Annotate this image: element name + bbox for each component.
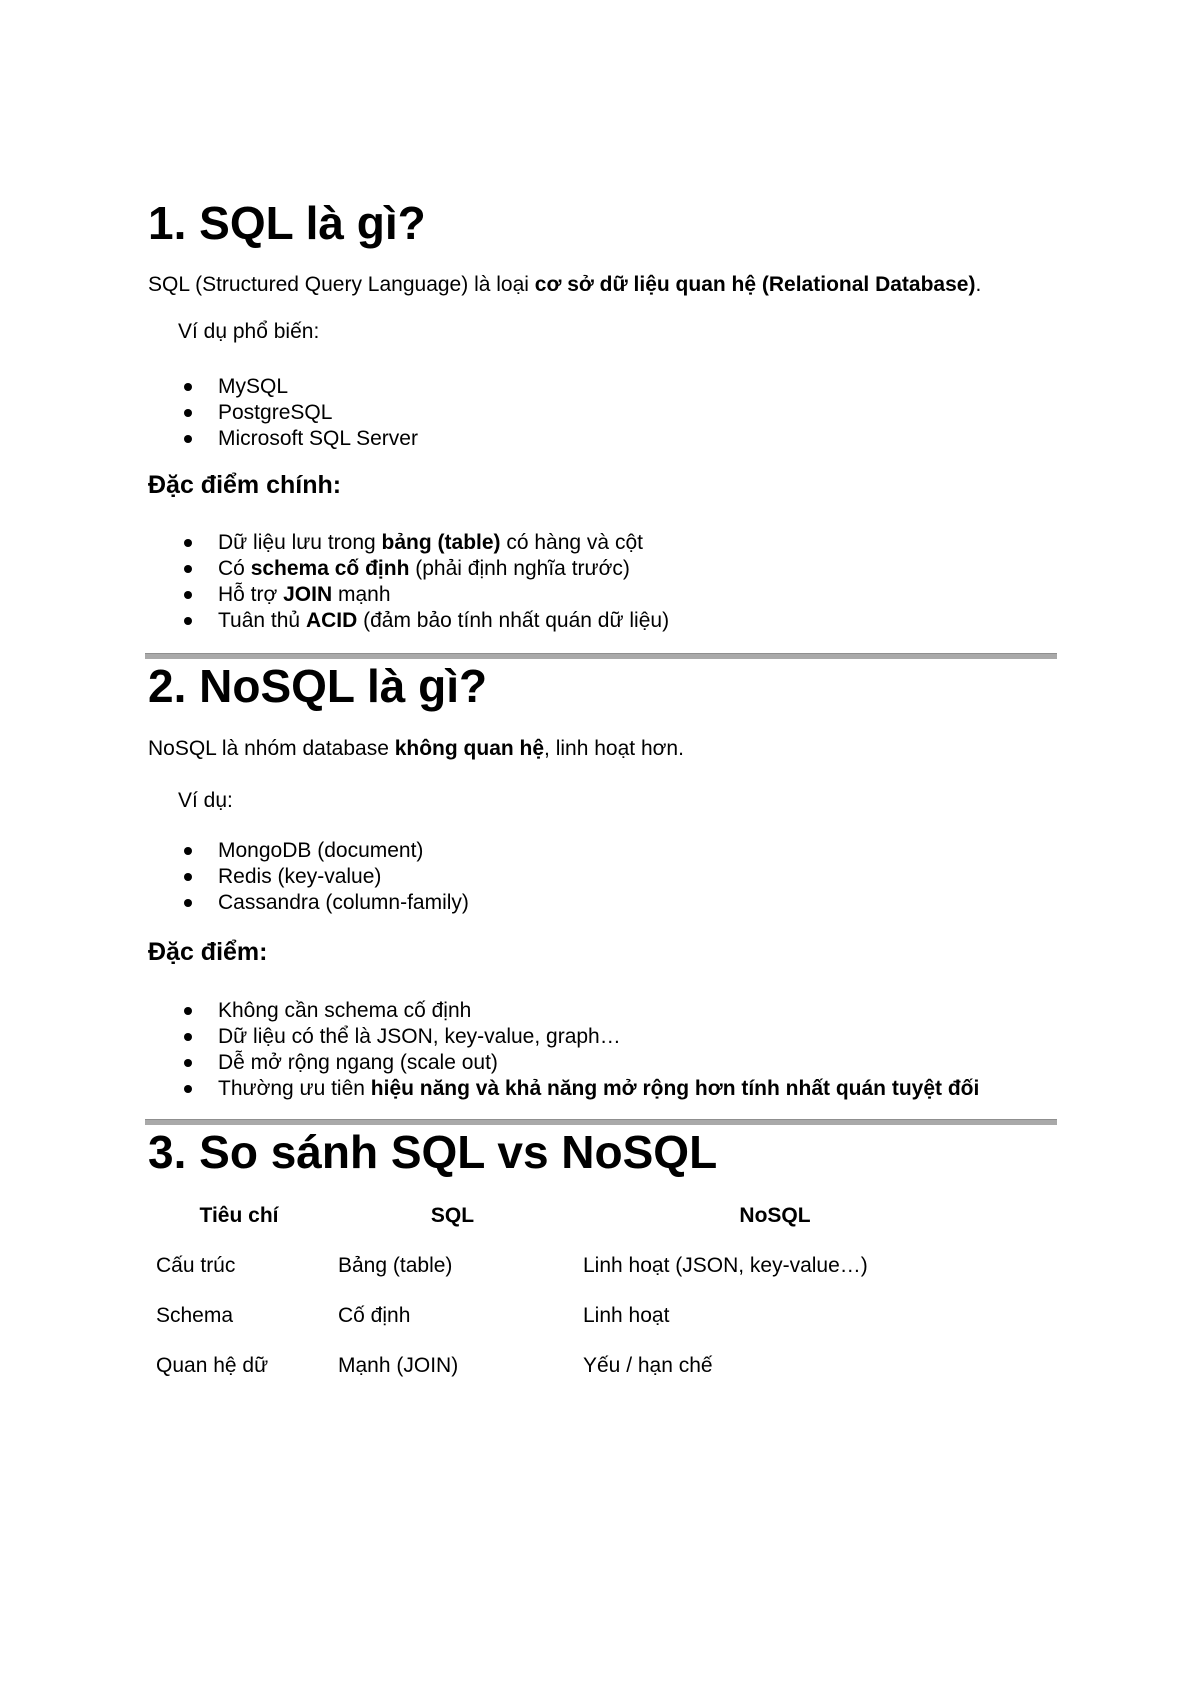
text-run: NoSQL là nhóm database (148, 737, 395, 760)
list-item-text (218, 999, 471, 1022)
table-header-sql: SQL (430, 1204, 475, 1227)
list-item-text: PostgreSQL (218, 401, 333, 424)
text-run: (đảm bảo tính nhất quán dữ liệu) (357, 609, 670, 632)
list-item (184, 998, 1070, 1024)
table-cell: Linh hoạt (583, 1304, 670, 1327)
list-item (184, 1076, 1070, 1102)
table-header-criteria: Tiêu chí (199, 1204, 279, 1227)
table-cell: Yếu / hạn chế (583, 1354, 713, 1377)
bullet-icon (184, 539, 192, 547)
text-run: (phải định nghĩa trước) (409, 557, 630, 580)
table-cell: Linh hoạt (JSON, key-value…) (583, 1254, 868, 1277)
text-run: mạnh (332, 583, 391, 606)
section-1-heading: 1. SQL là gì? (148, 197, 426, 249)
text-run: Dữ liệu lưu trong (218, 531, 382, 554)
section-1-features-list (148, 530, 1070, 634)
section-1-intro (148, 272, 1070, 298)
list-item (184, 530, 1070, 556)
text-run: . (975, 273, 982, 296)
table-cell: Bảng (table) (338, 1254, 453, 1277)
section-compare (148, 1125, 1070, 1398)
list-item (184, 608, 1070, 634)
section-2-examples-list (148, 838, 1070, 916)
section-nosql (148, 659, 1070, 1102)
list-item (184, 556, 1070, 582)
text-run: SQL (Structured Query Language) là loại (148, 273, 535, 296)
bold-text-run: không quan hệ (394, 737, 545, 760)
section-1-subheading: Đặc điểm chính: (148, 471, 342, 499)
bullet-icon (184, 899, 192, 907)
list-item-text (218, 1077, 979, 1100)
list-item-text (218, 1025, 621, 1048)
section-3-heading: 3. So sánh SQL vs NoSQL (148, 1126, 718, 1178)
list-item-text (218, 557, 630, 580)
list-item-text (218, 609, 669, 632)
list-item (184, 374, 1070, 400)
comparison-table (148, 1198, 1070, 1398)
list-item (184, 890, 1070, 916)
bullet-icon (184, 409, 192, 417)
list-item (184, 426, 1070, 452)
list-item (184, 1024, 1070, 1050)
table-header-nosql: NoSQL (739, 1204, 811, 1227)
section-1-examples-leadin: Ví dụ phổ biến: (178, 320, 320, 343)
bold-text-run: bảng (table) (381, 531, 501, 554)
table-cell: Cố định (338, 1304, 411, 1327)
bold-text-run: cơ sở dữ liệu quan hệ (Relational Database) (534, 273, 976, 296)
table-cell: Quan hệ dữ (156, 1354, 269, 1377)
section-2-subheading: Đặc điểm: (148, 938, 268, 966)
bold-text-run: schema cố định (250, 557, 410, 580)
bullet-icon (184, 435, 192, 443)
list-item-text (218, 1051, 498, 1074)
section-2-intro (148, 736, 1070, 762)
list-item-text: Microsoft SQL Server (218, 427, 418, 450)
text-run: Hỗ trợ (218, 583, 284, 606)
bullet-icon (184, 617, 192, 625)
text-run: Có (218, 557, 251, 580)
section-sql (148, 196, 1070, 634)
bullet-icon (184, 1059, 192, 1067)
text-run: Dữ liệu có thể là JSON, key-value, graph… (218, 1025, 621, 1048)
bold-text-run: JOIN (283, 583, 333, 606)
section-2-heading: 2. NoSQL là gì? (148, 660, 488, 712)
table-cell: Cấu trúc (156, 1254, 236, 1277)
bullet-icon (184, 383, 192, 391)
text-run: Tuân thủ (218, 609, 306, 632)
bullet-icon (184, 565, 192, 573)
list-item-text: Cassandra (column-family) (218, 891, 469, 914)
text-run: có hàng và cột (500, 531, 643, 554)
text-run: , linh hoạt hơn. (544, 737, 684, 760)
bullet-icon (184, 1007, 192, 1015)
table-cell: Schema (156, 1304, 234, 1327)
bullet-icon (184, 1033, 192, 1041)
list-item-text (218, 531, 643, 554)
bold-text-run: hiệu năng và khả năng mở rộng hơn tính nhất quán tuyệt đối (370, 1077, 980, 1100)
list-item (184, 582, 1070, 608)
bullet-icon (184, 1085, 192, 1093)
list-item (184, 838, 1070, 864)
bullet-icon (184, 591, 192, 599)
list-item-text: Redis (key-value) (218, 865, 382, 888)
section-2-features-list (148, 998, 1070, 1102)
text-run: Thường ưu tiên (218, 1077, 371, 1100)
bold-text-run: ACID (305, 609, 358, 632)
section-1-examples-list (148, 374, 1070, 452)
table-cell: Mạnh (JOIN) (338, 1354, 459, 1377)
bullet-icon (184, 873, 192, 881)
text-run: Không cần schema cố định (218, 999, 472, 1022)
list-item-text: MySQL (218, 375, 289, 398)
section-2-examples-leadin: Ví dụ: (178, 789, 233, 812)
list-item-text (218, 583, 391, 606)
list-item-text: MongoDB (document) (218, 839, 424, 862)
list-item (184, 864, 1070, 890)
list-item (184, 400, 1070, 426)
list-item (184, 1050, 1070, 1076)
text-run: Dễ mở rộng ngang (scale out) (218, 1051, 498, 1074)
bullet-icon (184, 847, 192, 855)
